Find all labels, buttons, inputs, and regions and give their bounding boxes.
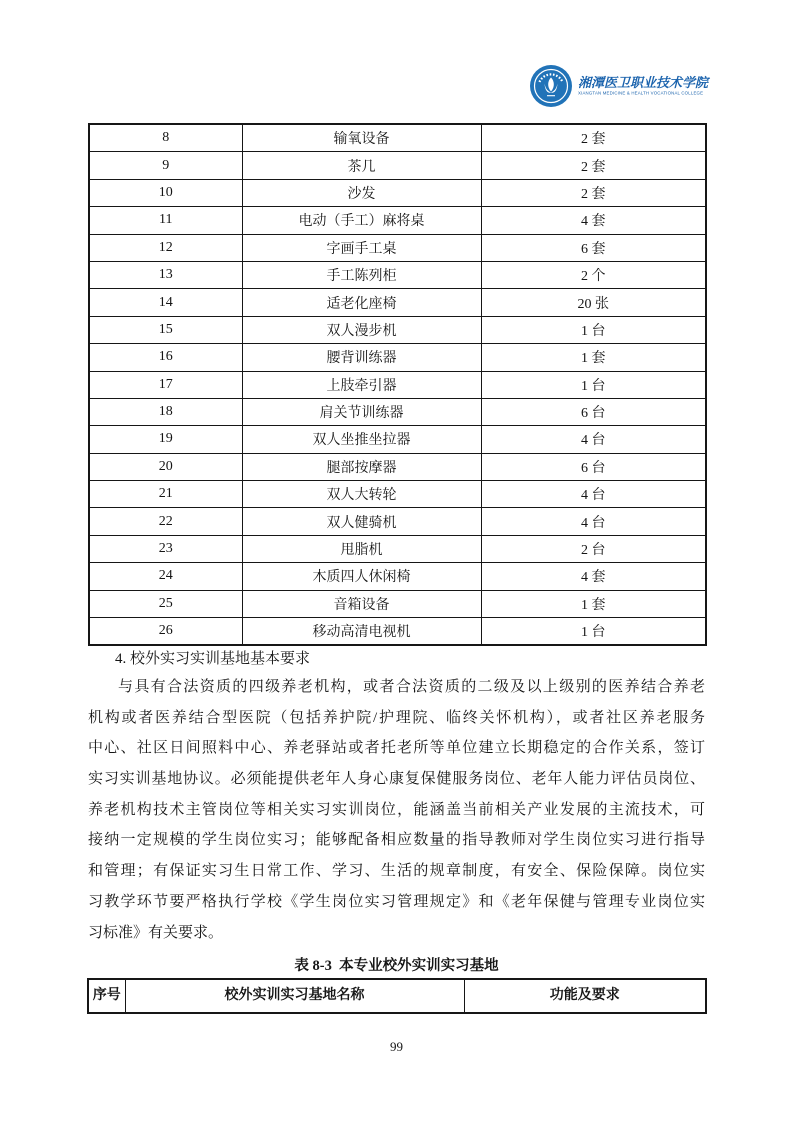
equipment-row-number: 12 bbox=[89, 234, 242, 261]
col-header-function: 功能及要求 bbox=[464, 979, 706, 1013]
equipment-name: 上肢牵引器 bbox=[242, 371, 481, 398]
equipment-name: 腿部按摩器 bbox=[242, 453, 481, 480]
equipment-row-number: 13 bbox=[89, 261, 242, 288]
equipment-row-number: 20 bbox=[89, 453, 242, 480]
paragraph-line: 与具有合法资质的四级养老机构，或者合法资质的二级及以上级别的医养结合养老 bbox=[118, 679, 705, 695]
external-base-table bbox=[87, 978, 707, 1014]
equipment-name: 字画手工桌 bbox=[242, 234, 481, 261]
table-row bbox=[89, 590, 706, 617]
equipment-quantity: 1 套 bbox=[481, 590, 706, 617]
table-row bbox=[89, 508, 706, 535]
equipment-row-number: 25 bbox=[89, 590, 242, 617]
requirements-paragraph bbox=[88, 672, 705, 948]
equipment-name: 电动（手工）麻将桌 bbox=[242, 207, 481, 234]
table-row bbox=[89, 398, 706, 425]
equipment-quantity: 4 台 bbox=[481, 481, 706, 508]
page-number: 99 bbox=[390, 1039, 403, 1054]
equipment-table bbox=[88, 123, 707, 646]
table-row bbox=[89, 261, 706, 288]
equipment-row-number: 15 bbox=[89, 316, 242, 343]
equipment-quantity: 20 张 bbox=[481, 289, 706, 316]
paragraph-line: 习教学环节要严格执行学校《学生岗位实习管理规定》和《老年保健与管理专业岗位实 bbox=[88, 893, 705, 910]
paragraph-line: 养老机构技术主管岗位等相关实习实训岗位，能涵盖当前相关产业发展的主流技术，可 bbox=[88, 801, 705, 818]
equipment-quantity: 2 台 bbox=[481, 535, 706, 562]
equipment-row-number: 18 bbox=[89, 398, 242, 425]
paragraph-line: 中心、社区日间照料中心、养老驿站或者托老所等单位建立长期稳定的合作关系，签订 bbox=[88, 740, 705, 757]
equipment-name: 肩关节训练器 bbox=[242, 398, 481, 425]
table-row bbox=[89, 207, 706, 234]
paragraph-line: 接纳一定规模的学生岗位实习；能够配备相应数量的指导教师对学生岗位实习进行指导 bbox=[88, 832, 705, 849]
equipment-row-number: 9 bbox=[89, 152, 242, 179]
equipment-name: 甩脂机 bbox=[242, 535, 481, 562]
table-row bbox=[89, 316, 706, 343]
equipment-quantity: 2 个 bbox=[481, 261, 706, 288]
equipment-name: 双人大转轮 bbox=[242, 481, 481, 508]
equipment-row-number: 10 bbox=[89, 179, 242, 206]
equipment-quantity: 4 台 bbox=[481, 426, 706, 453]
equipment-name: 沙发 bbox=[242, 179, 481, 206]
external-base-table-head bbox=[88, 979, 706, 1013]
table-row bbox=[89, 289, 706, 316]
table-row bbox=[89, 124, 706, 152]
equipment-quantity: 6 套 bbox=[481, 234, 706, 261]
equipment-row-number: 19 bbox=[89, 426, 242, 453]
equipment-quantity: 1 台 bbox=[481, 618, 706, 646]
equipment-name: 双人坐推坐拉器 bbox=[242, 426, 481, 453]
equipment-name: 手工陈列柜 bbox=[242, 261, 481, 288]
equipment-quantity: 4 套 bbox=[481, 207, 706, 234]
college-logo-text bbox=[578, 75, 778, 98]
equipment-quantity: 1 套 bbox=[481, 344, 706, 371]
equipment-row-number: 14 bbox=[89, 289, 242, 316]
col-header-serial: 序号 bbox=[88, 979, 125, 1013]
equipment-quantity: 2 套 bbox=[481, 152, 706, 179]
college-name-zh: 湘潭医卫职业技术学院 bbox=[578, 74, 709, 90]
paragraph-line: 机构或者医养结合型医院（包括养护院/护理院、临终关怀机构），或者社区养老服务 bbox=[88, 709, 705, 726]
table-row bbox=[89, 563, 706, 590]
equipment-name: 茶几 bbox=[242, 152, 481, 179]
equipment-quantity: 2 套 bbox=[481, 179, 706, 206]
table-row bbox=[89, 535, 706, 562]
college-name-en: XIANGTAN MEDICINE & HEALTH VOCATIONAL COLLEGE bbox=[578, 91, 704, 96]
table-row bbox=[89, 152, 706, 179]
equipment-row-number: 24 bbox=[89, 563, 242, 590]
table-row bbox=[89, 426, 706, 453]
equipment-quantity: 2 套 bbox=[481, 124, 706, 152]
equipment-row-number: 26 bbox=[89, 618, 242, 646]
equipment-name: 移动高清电视机 bbox=[242, 618, 481, 646]
table-row bbox=[89, 234, 706, 261]
college-logo bbox=[529, 62, 778, 110]
equipment-quantity: 4 台 bbox=[481, 508, 706, 535]
equipment-row-number: 22 bbox=[89, 508, 242, 535]
section-heading: 4. 校外实习实训基地基本要求 bbox=[115, 651, 311, 667]
table-row bbox=[89, 481, 706, 508]
paragraph-line: 和管理；有保证实习生日常工作、学习、生活的规章制度，有安全、保险保障。岗位实 bbox=[88, 863, 705, 880]
equipment-name: 输氧设备 bbox=[242, 124, 481, 152]
table-row bbox=[89, 453, 706, 480]
col-header-base-name: 校外实训实习基地名称 bbox=[125, 979, 464, 1013]
paragraph-line: 实习实训基地协议。必须能提供老年人身心康复保健服务岗位、老年人能力评估员岗位、 bbox=[88, 771, 705, 788]
equipment-row-number: 11 bbox=[89, 207, 242, 234]
equipment-name: 双人健骑机 bbox=[242, 508, 481, 535]
college-emblem-icon bbox=[529, 64, 573, 108]
equipment-row-number: 16 bbox=[89, 344, 242, 371]
equipment-name: 适老化座椅 bbox=[242, 289, 481, 316]
equipment-name: 双人漫步机 bbox=[242, 316, 481, 343]
equipment-row-number: 23 bbox=[89, 535, 242, 562]
equipment-row-number: 8 bbox=[89, 124, 242, 152]
table-row bbox=[89, 371, 706, 398]
table-row bbox=[89, 618, 706, 646]
paragraph-line: 习标准》有关要求。 bbox=[88, 924, 224, 941]
equipment-row-number: 17 bbox=[89, 371, 242, 398]
equipment-name: 音箱设备 bbox=[242, 590, 481, 617]
equipment-row-number: 21 bbox=[89, 481, 242, 508]
table-row bbox=[89, 179, 706, 206]
equipment-quantity: 1 台 bbox=[481, 371, 706, 398]
equipment-quantity: 6 台 bbox=[481, 453, 706, 480]
equipment-quantity: 6 台 bbox=[481, 398, 706, 425]
table-row bbox=[89, 344, 706, 371]
equipment-name: 腰背训练器 bbox=[242, 344, 481, 371]
equipment-quantity: 1 台 bbox=[481, 316, 706, 343]
table-header-row bbox=[88, 979, 706, 1013]
equipment-name: 木质四人休闲椅 bbox=[242, 563, 481, 590]
table-caption: 表 8-3 本专业校外实训实习基地 bbox=[294, 958, 499, 974]
equipment-quantity: 4 套 bbox=[481, 563, 706, 590]
equipment-table-body bbox=[89, 124, 706, 645]
